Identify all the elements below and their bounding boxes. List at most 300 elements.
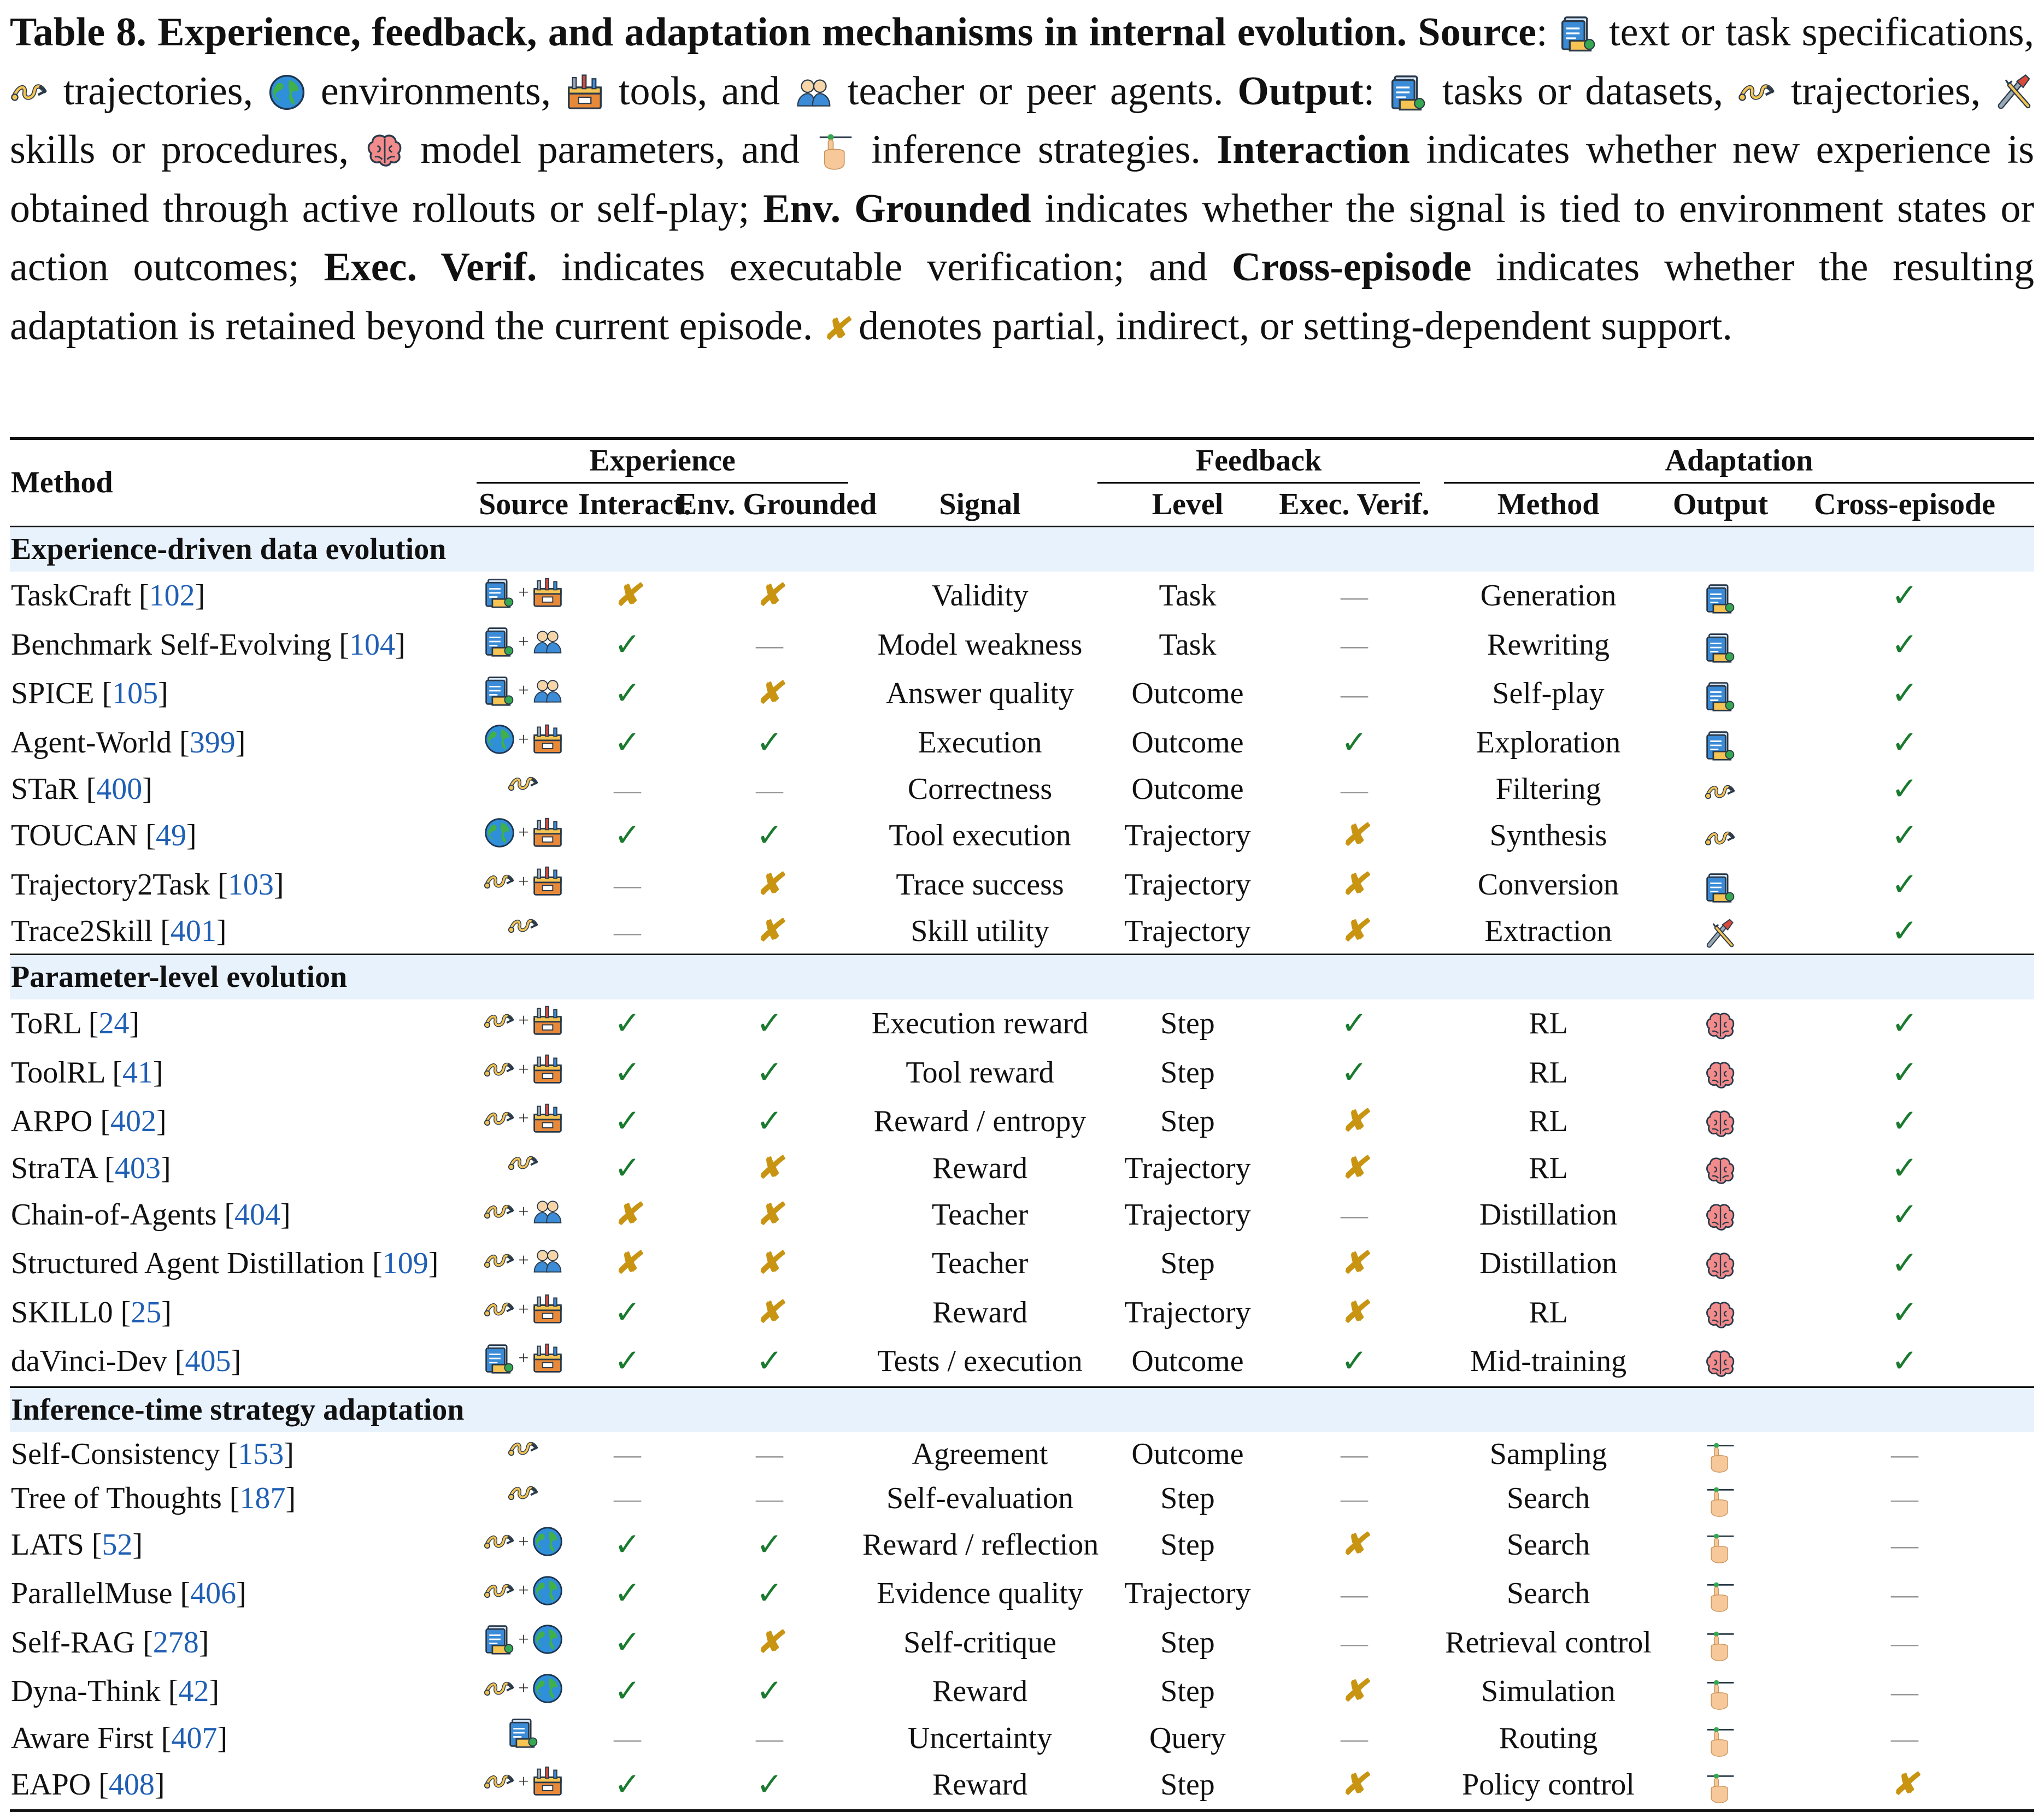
citation-link[interactable]: 105 (112, 676, 158, 711)
col-output: Output (1672, 487, 1769, 521)
citation-link[interactable]: 399 (189, 725, 236, 760)
check-icon: ✓ (614, 675, 641, 711)
row-method-name (10, 1191, 469, 1240)
method-name: Dyna-Think [ (11, 1674, 179, 1709)
row-source (469, 999, 578, 1049)
group-experience (469, 439, 862, 484)
citation-bracket: ] (154, 1767, 165, 1802)
caption-exec-label: Exec. Verif. (324, 245, 537, 290)
row-level: Trajectory (1124, 914, 1251, 948)
check-icon: ✓ (1891, 1150, 1918, 1186)
citation-bracket: ] (132, 1527, 143, 1562)
group-adaptation-label: Adaptation (1444, 440, 2034, 484)
row-env-grounded (677, 1097, 862, 1146)
row-source (469, 1146, 578, 1191)
plus-sign: + (518, 1299, 529, 1320)
pointing-hand-icon (1704, 1725, 1737, 1757)
row-exec-verif (1278, 1569, 1431, 1619)
trajectory-icon (483, 1053, 516, 1086)
row-source (469, 1049, 578, 1098)
row-interact (578, 1146, 677, 1191)
dash-mark: — (614, 916, 641, 947)
source-icons (483, 572, 563, 614)
row-level: Task (1159, 579, 1217, 613)
partial-check-icon: ✘ (823, 312, 849, 346)
skills-icon (1995, 73, 2034, 112)
citation-bracket: ] (129, 1007, 140, 1041)
citation-bracket: ] (428, 1246, 439, 1281)
check-icon: ✓ (614, 1294, 641, 1330)
col-interact: Interact. (578, 487, 691, 521)
toolbox-icon (565, 73, 604, 112)
row-level: Step (1160, 1007, 1215, 1041)
dash-mark: — (1341, 630, 1368, 661)
row-method-name (10, 1761, 469, 1811)
row-interact (578, 1191, 677, 1240)
citation-link[interactable]: 405 (185, 1344, 231, 1379)
method-name: ToolRL [ (11, 1055, 122, 1090)
trajectory-icon (483, 1004, 516, 1037)
trajectory-icon (507, 1476, 540, 1509)
table-row (10, 1191, 2034, 1240)
row-source (469, 1619, 578, 1668)
trajectory-icon (507, 909, 540, 942)
row-signal: Tool execution (889, 819, 1071, 853)
row-source (469, 1667, 578, 1716)
row-env-grounded (677, 1049, 862, 1098)
dash-mark: — (1341, 1578, 1368, 1609)
citation-link[interactable]: 408 (108, 1767, 155, 1802)
section-header-row (10, 1387, 2034, 1432)
col-signal: Signal (939, 487, 1021, 521)
group-feedback (1097, 439, 1431, 484)
method-name: SPICE [ (11, 676, 113, 711)
pointing-hand-icon (1704, 1678, 1737, 1710)
plus-sign: + (518, 1201, 529, 1222)
trajectory-icon (483, 1195, 516, 1228)
trajectory-icon (483, 865, 516, 898)
citation-link[interactable]: 401 (170, 914, 216, 948)
row-source (469, 572, 578, 621)
row-level: Trajectory (1124, 1576, 1251, 1611)
text-spec-icon (483, 1342, 516, 1375)
row-method-name (10, 572, 469, 621)
caption-out-tasks: tasks or datasets, (1442, 68, 1724, 114)
dash-mark: — (614, 869, 641, 901)
citation-link[interactable]: 42 (178, 1674, 209, 1709)
row-level: Outcome (1131, 1344, 1244, 1379)
row-signal: Reward (932, 1295, 1028, 1329)
dash-mark: — (756, 630, 784, 661)
section-title: Experience-driven data evolution (10, 527, 2034, 572)
row-interact (578, 621, 677, 670)
citation-link[interactable]: 403 (114, 1151, 161, 1185)
citation-link[interactable]: 103 (227, 867, 274, 902)
table-row (10, 1239, 2034, 1289)
table-row (10, 621, 2034, 670)
mechanisms-table (10, 437, 2034, 1812)
table-row (10, 1716, 2034, 1761)
dash-mark: — (1341, 774, 1368, 805)
check-icon: ✓ (1891, 866, 1918, 902)
trajectory-icon (483, 1765, 516, 1798)
row-cross-episode (1775, 621, 2034, 670)
row-cross-episode (1775, 1146, 2034, 1191)
row-output (1666, 572, 1775, 621)
pointing-hand-icon (1704, 1440, 1737, 1473)
citation-bracket: ] (395, 627, 406, 662)
row-method-name (10, 669, 469, 719)
row-env-grounded (677, 861, 862, 910)
dash-mark: — (614, 1723, 641, 1754)
agents-icon (531, 1195, 564, 1228)
check-icon: ✓ (756, 1673, 783, 1709)
row-exec-verif (1278, 1337, 1431, 1387)
row-exec-verif (1278, 669, 1431, 719)
dash-mark: — (756, 1439, 784, 1469)
caption-src-text: text or task specifications, (1609, 10, 2035, 55)
row-cross-episode (1775, 767, 2034, 811)
row-level: Step (1160, 1674, 1215, 1709)
citation-link[interactable]: 25 (131, 1295, 162, 1329)
row-interact (578, 1239, 677, 1289)
caption-out-traj: trajectories, (1790, 68, 1981, 114)
row-adapt-method: Conversion (1477, 867, 1619, 902)
check-icon: ✓ (756, 1575, 783, 1611)
row-source (469, 767, 578, 811)
source-icons (483, 861, 563, 903)
citation-link[interactable]: 49 (155, 819, 186, 853)
citation-link[interactable]: 400 (96, 772, 143, 806)
check-icon: ✓ (614, 1575, 641, 1611)
pointing-hand-icon (1704, 1771, 1737, 1804)
row-adapt-method: Sampling (1489, 1437, 1607, 1471)
row-env-grounded (677, 621, 862, 670)
citation-bracket: ] (142, 772, 152, 806)
citation-link[interactable]: 187 (239, 1481, 286, 1515)
row-method-name (10, 1049, 469, 1098)
table-row (10, 1146, 2034, 1191)
toolbox-icon (531, 1293, 564, 1326)
check-icon: ✓ (1891, 913, 1918, 949)
check-icon: ✓ (614, 1526, 641, 1562)
section-header-row (10, 527, 2034, 572)
row-env-grounded (677, 909, 862, 955)
method-name: Agent-World [ (11, 725, 190, 760)
toolbox-icon (531, 1053, 564, 1086)
row-interact (578, 811, 677, 861)
row-interact (578, 1716, 677, 1761)
row-level: Trajectory (1124, 1295, 1251, 1329)
group-feedback-label: Feedback (1097, 440, 1420, 484)
pointing-hand-icon (816, 131, 855, 170)
source-icons (507, 1716, 540, 1749)
row-signal: Validity (931, 579, 1029, 613)
citation-bracket: ] (152, 1055, 163, 1090)
row-exec-verif (1278, 719, 1431, 768)
brain-icon (1704, 1299, 1737, 1332)
row-method-name (10, 861, 469, 910)
row-env-grounded (677, 1619, 862, 1668)
citation-link[interactable]: 52 (102, 1527, 133, 1562)
method-name: ParallelMuse [ (11, 1576, 191, 1611)
row-method-name (10, 1619, 469, 1668)
section-header-row (10, 955, 2034, 1000)
caption-out-infer: inference strategies. (871, 127, 1201, 172)
toolbox-icon (531, 576, 564, 609)
row-output (1666, 1619, 1775, 1668)
check-icon: ✓ (756, 1005, 783, 1042)
check-icon: ✓ (1891, 1245, 1918, 1281)
row-exec-verif (1278, 621, 1431, 670)
header-method: Method (11, 466, 113, 499)
citation-bracket: ] (231, 1344, 242, 1379)
row-signal: Reward (932, 1151, 1028, 1185)
row-method-name (10, 909, 469, 955)
citation-bracket: ] (158, 676, 168, 711)
dash-mark: — (1891, 1483, 1919, 1514)
trajectory-icon (483, 1525, 516, 1558)
partial-check-icon: ✘ (1341, 867, 1367, 902)
method-name: EAPO [ (11, 1767, 109, 1802)
dash-mark: — (1891, 1578, 1919, 1609)
check-icon: ✓ (614, 817, 641, 854)
row-env-grounded (677, 1337, 862, 1387)
row-output (1666, 719, 1775, 768)
row-output (1666, 1239, 1775, 1289)
method-name: SKILL0 [ (11, 1295, 131, 1329)
citation-bracket: ] (186, 819, 197, 853)
source-icons (483, 1667, 563, 1709)
row-exec-verif (1278, 1716, 1431, 1761)
row-signal: Teacher (931, 1197, 1029, 1232)
plus-sign: + (518, 1678, 529, 1698)
row-level: Step (1160, 1481, 1215, 1515)
citation-bracket: ] (161, 1295, 172, 1329)
row-env-grounded (677, 719, 862, 768)
row-level: Trajectory (1124, 867, 1251, 902)
citation-link[interactable]: 402 (110, 1104, 157, 1139)
row-adapt-method: Distillation (1479, 1197, 1618, 1232)
row-exec-verif (1278, 861, 1431, 910)
caption-partial-desc: denotes partial, indirect, or setting-dependent support. (859, 303, 1732, 349)
partial-check-icon: ✘ (756, 867, 783, 902)
row-signal: Trace success (896, 867, 1064, 902)
method-name: ToRL [ (11, 1007, 99, 1041)
partial-check-icon: ✘ (756, 914, 783, 948)
source-icons (483, 719, 563, 761)
caption-exec-desc: indicates executable verification; and (561, 245, 1208, 290)
check-icon: ✓ (1891, 675, 1918, 711)
dash-mark: — (756, 1483, 784, 1514)
row-adapt-method: Distillation (1479, 1246, 1618, 1281)
caption-cross-label: Cross-episode (1231, 245, 1472, 290)
row-env-grounded (677, 1667, 862, 1716)
check-icon: ✓ (614, 1054, 641, 1090)
citation-link[interactable]: 24 (98, 1007, 130, 1041)
gap-cell (862, 439, 1097, 484)
row-env-grounded (677, 1761, 862, 1811)
globe-icon (267, 73, 307, 112)
check-icon: ✓ (614, 1343, 641, 1379)
row-signal: Answer quality (886, 676, 1074, 711)
citation-bracket: ] (273, 867, 284, 902)
citation-link[interactable]: 406 (190, 1576, 237, 1611)
citation-link[interactable]: 41 (122, 1055, 153, 1090)
plus-sign: + (518, 1580, 529, 1601)
text-spec-icon (1559, 14, 1598, 53)
source-icons (483, 1191, 563, 1233)
brain-icon (365, 131, 404, 170)
row-method-name (10, 767, 469, 811)
source-icons (483, 1521, 563, 1563)
partial-check-icon: ✘ (756, 1295, 783, 1329)
plus-sign: + (518, 631, 529, 652)
caption-source-label: Source (1418, 10, 1536, 55)
check-icon: ✓ (614, 626, 641, 662)
pointing-hand-icon (1704, 1580, 1737, 1613)
row-adapt-method: RL (1529, 1007, 1568, 1041)
row-signal: Reward / entropy (873, 1104, 1086, 1139)
row-method-name (10, 1667, 469, 1716)
method-name: Aware First [ (11, 1721, 172, 1755)
method-name: STaR [ (11, 772, 97, 806)
table-row (10, 861, 2034, 910)
row-signal: Uncertainty (907, 1721, 1053, 1755)
text-spec-icon (507, 1716, 540, 1749)
table-row (10, 1097, 2034, 1146)
table-row (10, 1432, 2034, 1476)
col-level: Level (1152, 487, 1224, 521)
row-level: Outcome (1131, 676, 1244, 711)
brain-icon (1704, 1250, 1737, 1282)
plus-sign: + (518, 1531, 529, 1552)
citation-link[interactable]: 278 (152, 1625, 199, 1660)
dash-mark: — (1341, 1199, 1368, 1231)
check-icon: ✓ (1341, 1343, 1368, 1379)
row-source (469, 1191, 578, 1240)
row-level: Outcome (1131, 1437, 1244, 1471)
plus-sign: + (518, 822, 529, 843)
check-icon: ✓ (1891, 817, 1918, 854)
check-icon: ✓ (756, 1766, 783, 1802)
row-adapt-method: RL (1529, 1151, 1568, 1185)
row-interact (578, 1289, 677, 1338)
citation-bracket: ] (236, 1576, 246, 1611)
citation-link[interactable]: 153 (238, 1437, 284, 1471)
row-interact (578, 572, 677, 621)
source-icons (483, 621, 563, 663)
toolbox-icon (531, 1765, 564, 1798)
row-level: Step (1160, 1246, 1215, 1281)
row-source (469, 719, 578, 768)
table-row (10, 909, 2034, 955)
source-icons (507, 767, 540, 800)
method-name: LATS [ (11, 1527, 102, 1562)
row-exec-verif (1278, 1146, 1431, 1191)
row-interact (578, 1097, 677, 1146)
brain-icon (1704, 1201, 1737, 1234)
row-output (1666, 1521, 1775, 1570)
row-output (1666, 861, 1775, 910)
trajectory-icon (1737, 73, 1777, 112)
row-signal: Correctness (907, 772, 1053, 806)
row-output (1666, 1289, 1775, 1338)
citation-bracket: ] (160, 1151, 171, 1185)
plus-sign: + (518, 1250, 529, 1270)
row-cross-episode (1775, 811, 2034, 861)
row-cross-episode (1775, 1521, 2034, 1570)
check-icon: ✓ (614, 1005, 641, 1042)
skills-icon (1704, 917, 1737, 950)
check-icon: ✓ (614, 1624, 641, 1660)
citation-bracket: ] (209, 1674, 220, 1709)
trajectory-icon (507, 1146, 540, 1179)
citation-link[interactable]: 407 (171, 1721, 218, 1755)
source-icons (507, 909, 540, 942)
row-output (1666, 811, 1775, 861)
partial-check-icon: ✘ (1341, 1246, 1367, 1281)
dash-mark: — (1891, 1723, 1919, 1754)
text-spec-icon (1704, 729, 1737, 762)
row-cross-episode (1775, 1337, 2034, 1387)
dash-mark: — (1891, 1627, 1919, 1658)
check-icon: ✓ (614, 1766, 641, 1802)
method-name: ARPO [ (11, 1104, 111, 1139)
citation-link[interactable]: 104 (349, 627, 395, 662)
row-exec-verif (1278, 1049, 1431, 1098)
row-exec-verif (1278, 999, 1431, 1049)
row-env-grounded (677, 1521, 862, 1570)
row-interact (578, 1569, 677, 1619)
citation-link[interactable]: 109 (382, 1246, 428, 1281)
row-signal: Self-critique (903, 1625, 1056, 1660)
caption-src-agents: teacher or peer agents. (847, 68, 1224, 114)
table-row (10, 1569, 2034, 1619)
row-source (469, 1239, 578, 1289)
partial-check-icon: ✘ (756, 579, 783, 613)
plus-sign: + (518, 1348, 529, 1368)
row-output (1666, 1667, 1775, 1716)
row-signal: Evidence quality (877, 1576, 1083, 1611)
row-method-name (10, 1097, 469, 1146)
row-exec-verif (1278, 1097, 1431, 1146)
citation-link[interactable]: 102 (149, 579, 195, 613)
row-exec-verif (1278, 572, 1431, 621)
table-row (10, 999, 2034, 1049)
caption-src-env: environments, (320, 68, 551, 114)
agents-icon (531, 625, 564, 658)
row-method-name (10, 1146, 469, 1191)
dash-mark: — (1891, 1676, 1919, 1707)
citation-link[interactable]: 404 (234, 1197, 281, 1232)
citation-bracket: ] (195, 579, 205, 613)
source-icons (483, 999, 563, 1042)
table-row (10, 719, 2034, 768)
row-adapt-method: Generation (1480, 579, 1617, 613)
trajectory-icon (1704, 822, 1737, 855)
row-method-name (10, 1521, 469, 1570)
citation-bracket: ] (156, 1104, 167, 1139)
row-adapt-method: Search (1506, 1576, 1590, 1611)
col-method: Method (1497, 487, 1600, 521)
brain-icon (1704, 1059, 1737, 1092)
row-source (469, 669, 578, 719)
row-level: Outcome (1131, 772, 1244, 806)
method-name: Chain-of-Agents [ (11, 1197, 235, 1232)
trajectory-icon (483, 1102, 516, 1135)
partial-check-icon: ✘ (756, 676, 783, 711)
